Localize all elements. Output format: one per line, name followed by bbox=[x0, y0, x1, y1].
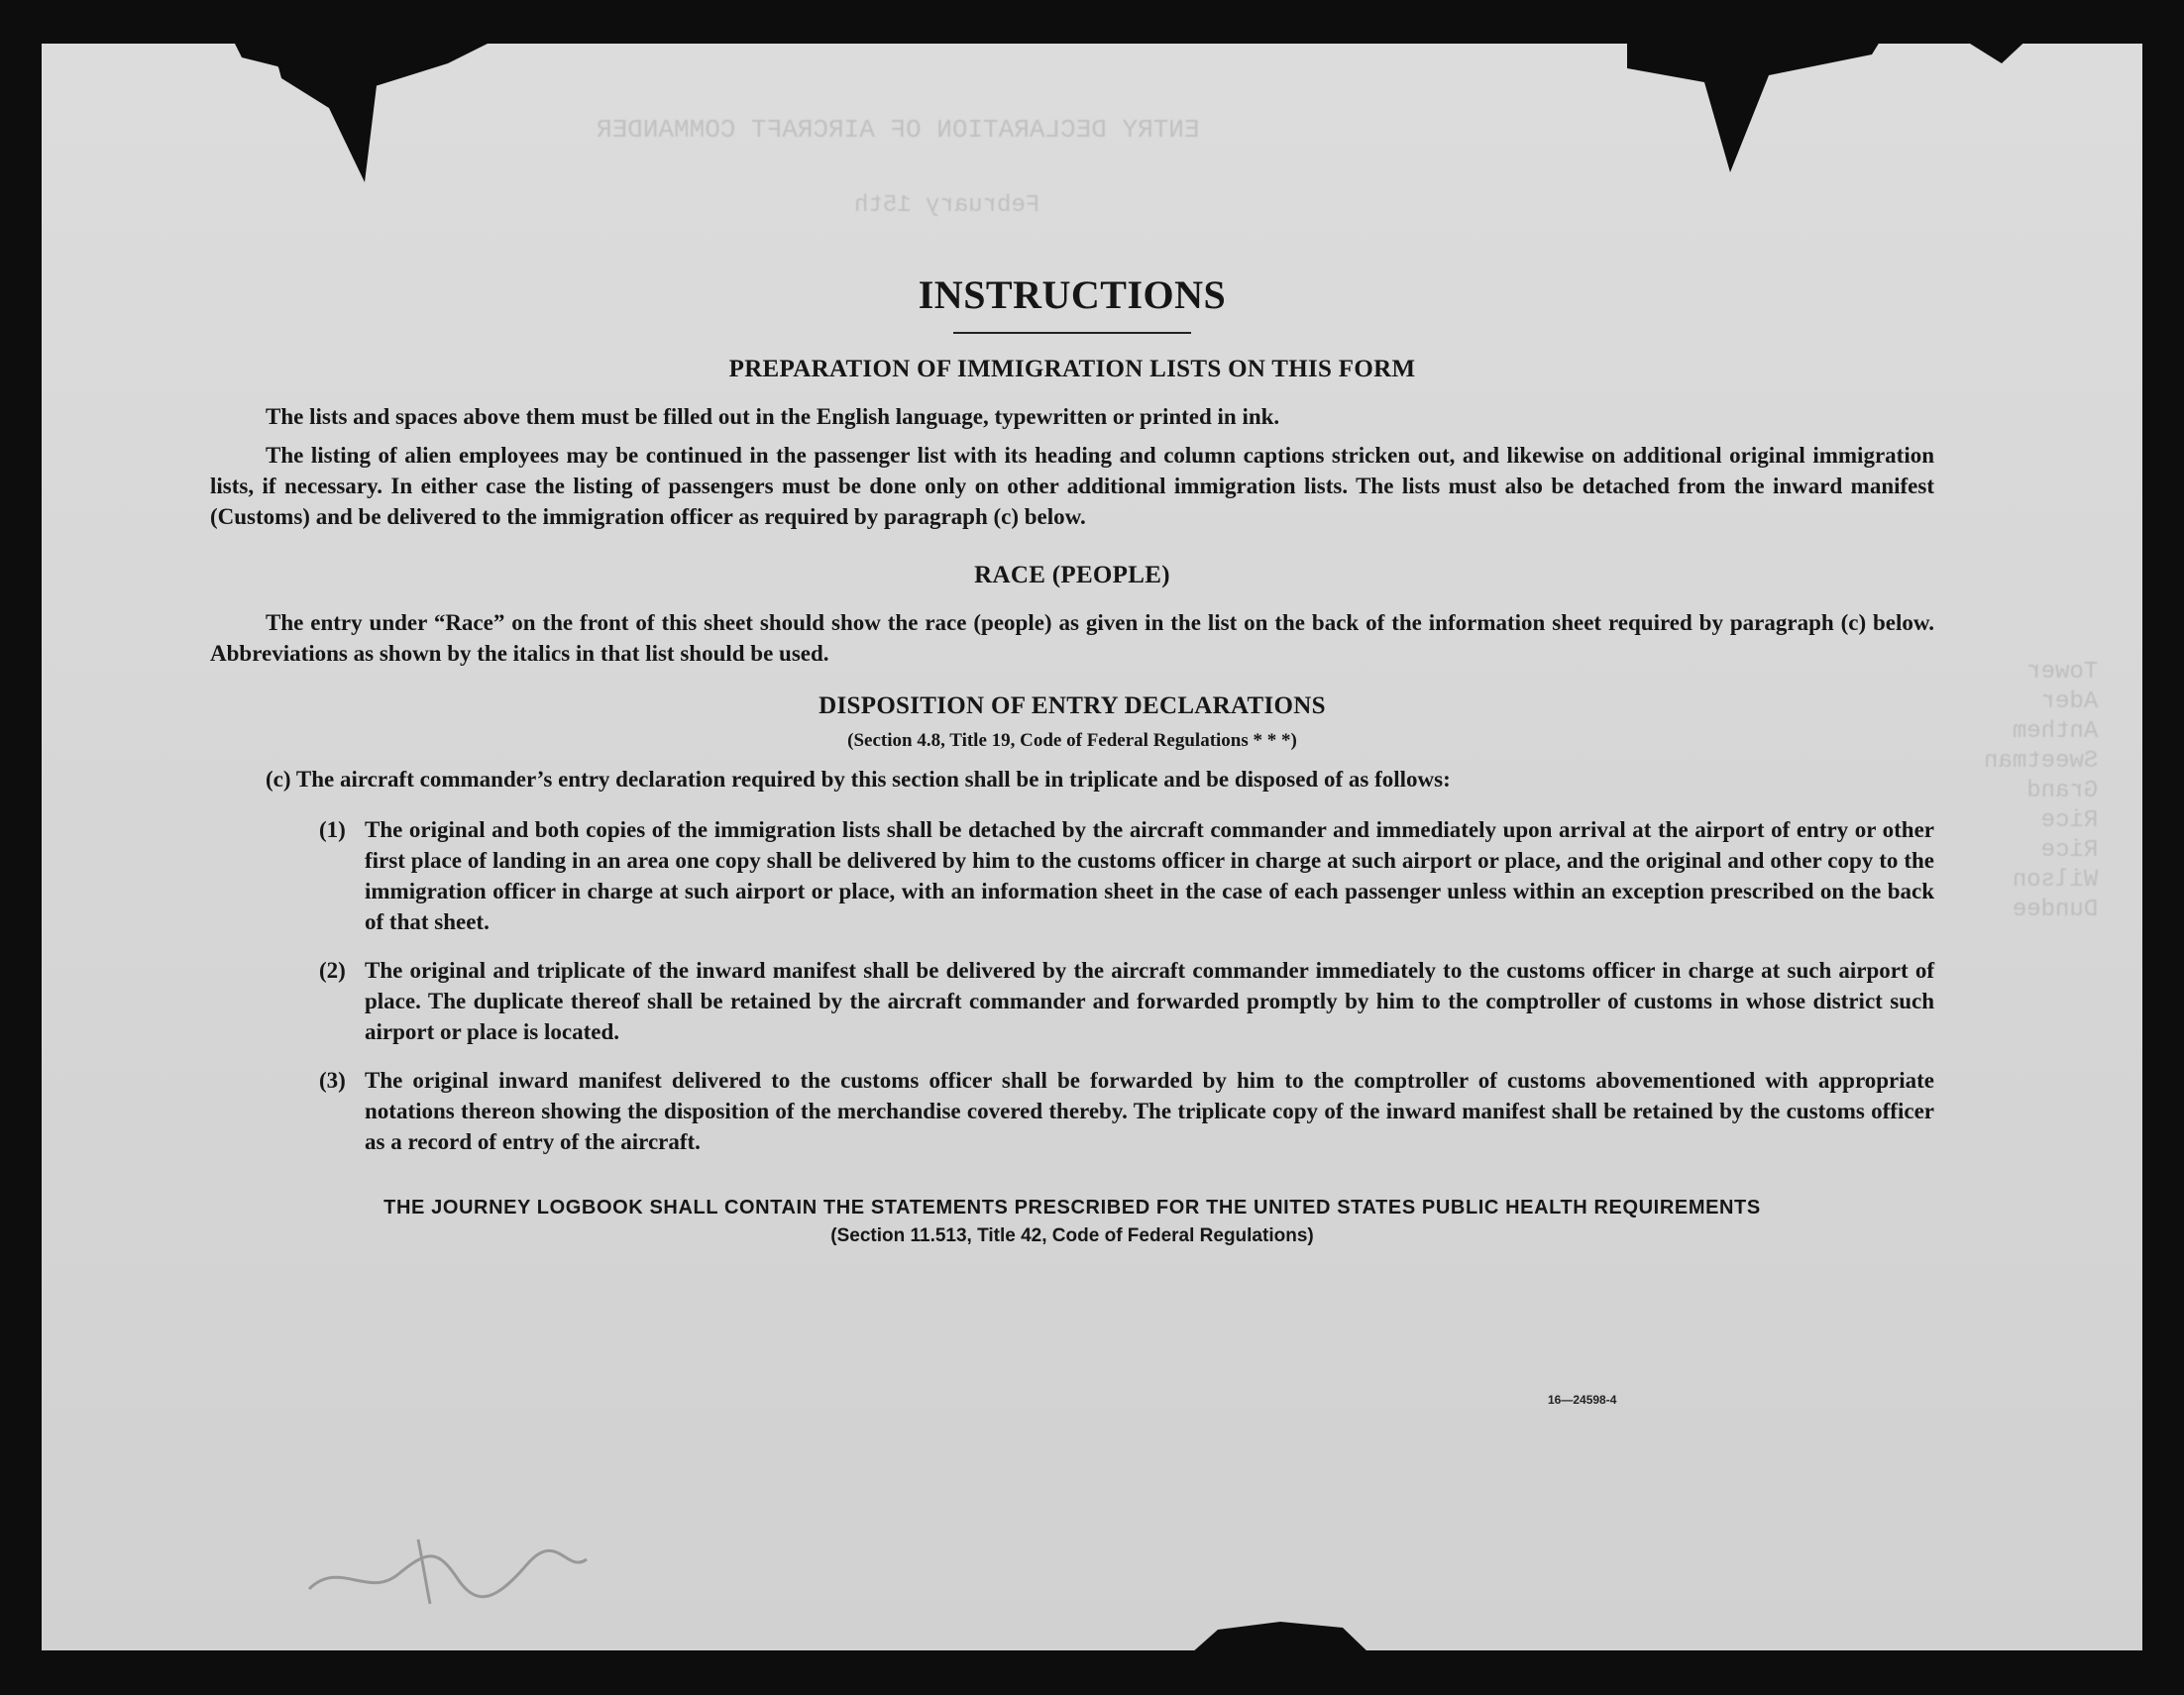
section-heading: RACE (PEOPLE) bbox=[974, 562, 1170, 588]
title-underline bbox=[953, 332, 1191, 334]
form-number: 16—24598-4 bbox=[1548, 1393, 1617, 1407]
section-heading: DISPOSITION OF ENTRY DECLARATIONS bbox=[819, 692, 1326, 719]
torn-edge bbox=[270, 44, 507, 182]
list-item bbox=[319, 1065, 1934, 1157]
footer-citation: (Section 11.513, Title 42, Code of Federal Regulations) bbox=[830, 1225, 1314, 1246]
paragraph: The listing of alien employees may be continued in the passenger list with its heading and column captions stricken out, and likewise on additional original immigration lists, if necessary. In either case the listing of passengers must be done only on other additional immigration lists. The lists must also be detached from the inward manifest (Customs) and be delivered to the immigration officer as required by paragraph (c) below. bbox=[210, 443, 1934, 529]
footer-statement: THE JOURNEY LOGBOOK SHALL CONTAIN THE STATEMENTS PRESCRIBED FOR THE UNITED STATES PUBLIC HEALTH REQUIREMENTS bbox=[383, 1197, 1761, 1218]
list-item-text: The original and triplicate of the inward manifest shall be delivered by the aircraft commander immediately to the customs officer in charge at such airport of place. The duplicate thereof shall be retained by the aircraft commander and forwarded promptly by him to the comptroller of customs in whose district such airport or place is located. bbox=[365, 958, 1934, 1044]
section-citation: (Section 4.8, Title 19, Code of Federal Regulations * * *) bbox=[847, 730, 1297, 751]
list-item-number: (2) bbox=[319, 958, 346, 983]
list-item-text: The original and both copies of the immigration lists shall be detached by the aircraft commander and immediately upon arrival at the airport of entry or other first place of landing in an area one copy shall be delivered by him to the customs officer in charge at such airport or place, and the original and other copy to the immigration officer in charge at such airport or place, with an information sheet in the case of each passenger unless within an exception prescribed on the back of that sheet. bbox=[365, 817, 1934, 934]
torn-edge bbox=[1191, 1614, 1369, 1650]
list-item-number: (1) bbox=[319, 817, 346, 842]
list-item bbox=[319, 955, 1934, 1047]
paragraph: The lists and spaces above them must be filled out in the English language, typewritten or printed in ink. bbox=[266, 404, 1280, 429]
list-item-number: (3) bbox=[319, 1068, 346, 1093]
torn-edge bbox=[1954, 44, 2033, 63]
document-page: ENTRY DECLARATION OF AIRCRAFT COMMANDER February 15th Tower Ader Anthem Sweetman Grand Rice Rice Wilson Dundee INSTRUCTIONS PREPARATION OF IMMIGRATION LISTS ON THIS FORM The lists and spaces above them must be filled out in the English language, typewritten or printed in ink. The listing of alien employees may be continued in the passenger list with its heading and column captions stricken out, and likewise on additional original immigration lists, if necessary. In either case the listing of passengers must be done only on other additional immigration lists. The lists must also be detached from the inward manifest (Customs) and be delivered to the immigration officer as required by paragraph (c) below. RACE (PEOPLE) The entry under “Race” on the front of this sheet should show the race (people) as given in the list on the back of the information sheet required by paragraph (c) below. Abbreviations as shown by the italics in that list should be used. DISPOSITION OF ENTRY DECLARATIONS (Section 4.8, Title 19, Code of Federal Regulations * * *) (c) The aircraft commander’s entry declaration required by this section shall be in triplicate and be disposed of as follows: (1) The original and both copies of the immigration lists shall be detached by the aircraft commander and immediately upon arrival at the airport of entry or other first place of landing in an area one copy shall be delivered by him to the customs officer in charge at such airport or place, and the original and other copy to the immigration officer in charge at such airport or place, with an information sheet in the case of each passenger unless within an exception prescribed on the back of that sheet. (2) The original and triplicate of the inward manifest shall be delivered by the aircraft commander immediately to the customs officer in charge at such airport of place. The duplicate thereof shall be retained by the aircraft commander and forwarded promptly by him to the comptroller of customs in whose district such airport or place is located. (3) The original inward manifest delivered to the customs officer shall be forwarded by him to the comptroller of customs abovementioned with appropriate notations thereon showing the disposition of the merchandise covered thereby. The triplicate copy of the inward manifest shall be retained by the customs officer as a record of entry of the aircraft. THE JOURNEY LOGBOOK SHALL CONTAIN THE STATEMENTS PRESCRIBED FOR THE UNITED STATES PUBLIC HEALTH REQUIREMENTS (Section 11.513, Title 42, Code of Federal Regulations) 16—24598-4 bbox=[42, 44, 2142, 1650]
list-item bbox=[319, 814, 1934, 937]
paragraph: (c) The aircraft commander’s entry declaration required by this section shall be in triplicate and be disposed of as follows: bbox=[266, 767, 1451, 792]
paragraph: The entry under “Race” on the front of this sheet should show the race (people) as given in the list on the back of the information sheet required by paragraph (c) below. Abbreviations as shown by the italics in that list should be used. bbox=[210, 610, 1934, 666]
list-item-text: The original inward manifest delivered to the customs officer shall be forwarded by him to the comptroller of customs abovementioned with appropriate notations thereon showing the disposition of the merchandise covered thereby. The triplicate copy of the inward manifest shall be retained by the customs officer as a record of entry of the aircraft. bbox=[365, 1068, 1934, 1154]
signature-mark bbox=[299, 1520, 597, 1619]
torn-edge bbox=[1627, 44, 1885, 172]
document-title: INSTRUCTIONS bbox=[918, 272, 1227, 317]
section-heading: PREPARATION OF IMMIGRATION LISTS ON THIS FORM bbox=[728, 356, 1416, 382]
